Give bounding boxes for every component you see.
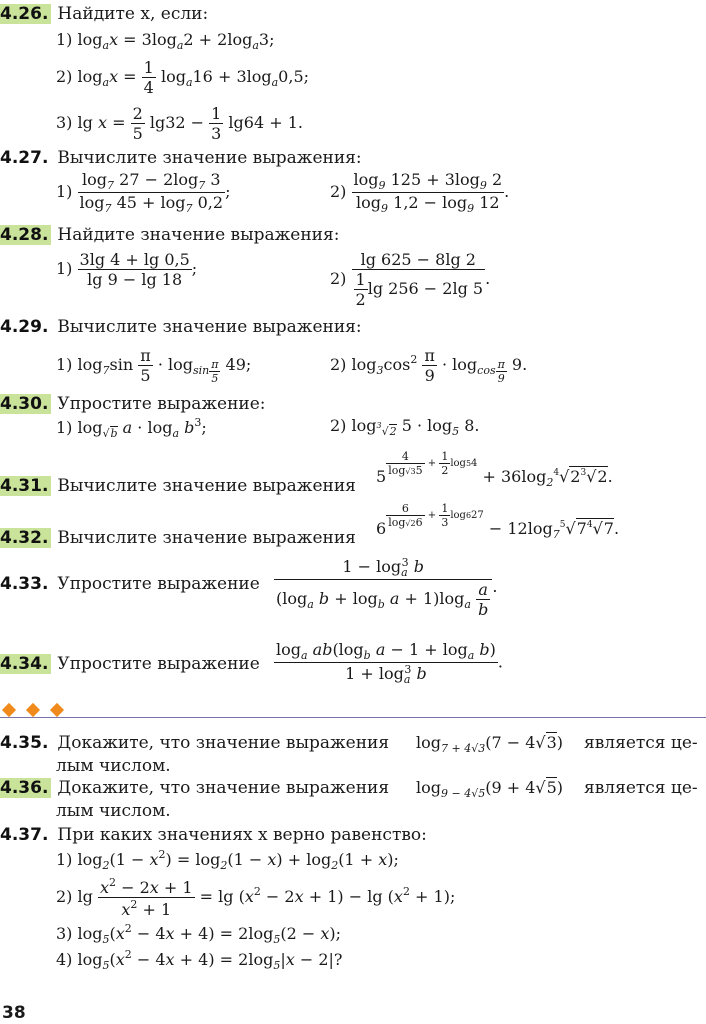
task-4-27 (0, 148, 362, 168)
formula-4-27-1: 1) $\frac{\log_7 27 - 2\log_7 3}{\log_7 45 + \log_7 0,2}$ ; (56, 170, 231, 215)
formula-4-26-3: 3) lg x = $\frac{2}{5}$ lg32 − $\frac{1}{3}$ lg64 + 1. (56, 104, 303, 143)
formula-4-37-4: 4) $\log_5(x^2 - 4x + 4) = 2\log_5|x - 2|$? (56, 948, 343, 972)
formula-4-27-2: 2) $\frac{\log_9 125 + 3\log_9 2}{\log_9 1,2 - \log_9 12}$ . (330, 170, 510, 215)
task-continuation: лым числом. (56, 801, 171, 821)
task-number: 4.27. (0, 148, 49, 168)
formula-4-30-1: 1) $\log_{√b} a \cdot \log_a b^3$; (56, 416, 207, 440)
task-question: Упростите выражение (57, 654, 260, 674)
task-4-32 (0, 528, 356, 548)
task-number: 4.31. (0, 476, 51, 496)
task-number: 4.26. (0, 4, 51, 24)
task-question: Докажите, что значение выражения (57, 733, 390, 753)
task-question: Найдите значение выражения: (57, 225, 340, 245)
task-number: 4.36. (0, 778, 51, 798)
formula-4-35: $\log_{7 + 4√3}(7 - 4√3)$ (416, 733, 564, 755)
task-4-28 (0, 225, 339, 245)
task-question: Докажите, что значение выражения (57, 778, 390, 798)
formula-4-37-3: 3) $\log_5(x^2 - 4x + 4) = 2\log_5(2 - x)$; (56, 922, 341, 946)
task-continuation: лым числом. (56, 756, 171, 776)
task-number: 4.29. (0, 317, 49, 337)
formula-4-28-1: 1) $\frac{3\lg 4 + \lg 0,5}{\lg 9 - \lg 18}$ ; (56, 250, 198, 289)
formula-4-37-1: 1) $\log_2(1 - x^2) = \log_2(1 - x) + \log_2(1 + x)$; (56, 848, 399, 872)
task-4-33 (0, 574, 260, 594)
task-number: 4.32. (0, 528, 51, 548)
formula-4-31: 5 $^{\frac{4}{\log√35} + \frac{1}{2} log54} + 36\log_2^4√2^3√2$. (376, 450, 613, 489)
formula-4-34: $\frac{\log_a ab(\log_b a - 1 + \log_a b)}{1 + \log_a^3 b}$ . (276, 640, 503, 686)
task-question: Вычислите значение выражения: (57, 148, 362, 168)
task-4-30 (0, 394, 266, 414)
formula-4-29-2: 2) $\log_3\cos^2$ $\frac{\pi}{9}$ · $\log_{cos \frac{\pi}{9}}$ 9. (330, 346, 528, 385)
formula-4-36: $\log_{9 - 4√5}(9 + 4√5)$ (416, 778, 564, 800)
task-4-34 (0, 654, 260, 674)
formula-4-32: 6 $^{\frac{6}{\log√26} + \frac{1}{3} log627} - 12\log_7^5√7^4√7$. (376, 502, 620, 541)
task-4-35 (0, 733, 389, 753)
task-question: Вычислите значение выражения (57, 476, 356, 496)
task-4-29 (0, 317, 362, 337)
task-4-26 (0, 4, 208, 24)
task-4-31 (0, 476, 356, 496)
task-tail: является це- (584, 778, 698, 798)
task-question: Упростите выражение (57, 574, 260, 594)
task-question: Найдите x, если: (57, 4, 209, 24)
task-number: 4.33. (0, 574, 49, 594)
task-number: 4.34. (0, 654, 51, 674)
page-number: 38 (2, 1003, 26, 1023)
task-number: 4.37. (0, 825, 49, 845)
formula-4-26-1: 1) $\log_ax = 3\log_a2 + 2\log_a3$; (56, 30, 275, 52)
formula-4-33: $1 - \log_a^3 b$ ($\log_a$ $b + \log_b a + 1)\log_a$ $\frac{a}{b}$ . (276, 556, 498, 619)
task-4-37 (0, 825, 427, 845)
task-4-36 (0, 778, 389, 798)
task-number: 4.30. (0, 394, 51, 414)
diamond-icon (2, 703, 16, 717)
task-question: При каких значениях x верно равенство: (57, 825, 427, 845)
task-tail: является це- (584, 733, 698, 753)
diamond-icon (26, 703, 40, 717)
formula-4-26-2: 2) $\log_ax$ = $\frac{1}{4}$ $\log_a16 + 3\log_a0,5$; (56, 58, 310, 97)
formula-4-37-2: 2) lg $\frac{x^2 - 2x + 1}{x^2 + 1}$ = $\lg (x^2 - 2x + 1) - \lg (x^2 + 1)$; (56, 876, 456, 919)
formula-4-30-2: 2) $\log_{^3√2} 5 \cdot \log_5 8$. (330, 416, 480, 438)
task-question: Вычислите значение выражения: (57, 317, 362, 337)
formula-4-29-1: 1) $\log_7\sin$ $\frac{\pi}{5}$ · $\log_{sin \frac{\pi}{5}}$ 49; (56, 346, 252, 385)
section-divider (0, 717, 706, 718)
diamond-icon (50, 703, 64, 717)
formula-4-28-2: 2) lg 625 − 8lg 2 $\frac{1}{2}$ lg 256 − 2lg 5 . (330, 250, 491, 309)
task-number: 4.35. (0, 733, 49, 753)
task-question: Вычислите значение выражения (57, 528, 356, 548)
task-number: 4.28. (0, 225, 51, 245)
task-question: Упростите выражение: (57, 394, 266, 414)
